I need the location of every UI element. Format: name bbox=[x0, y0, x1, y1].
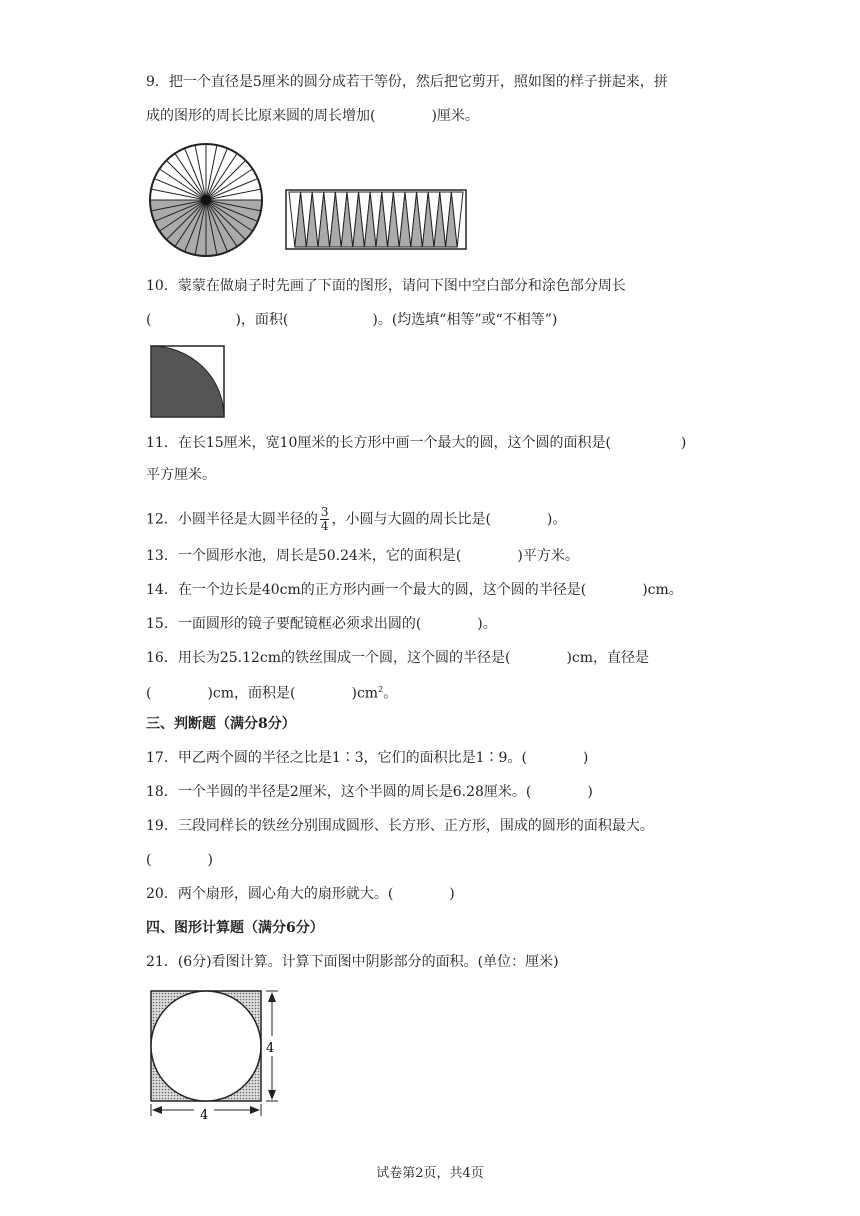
q18-line: 18．一个半圆的半径是2厘米，这个半圆的周长是6.28厘米。( ) bbox=[146, 784, 593, 800]
q11-line2: 平方厘米。 bbox=[146, 467, 216, 483]
q10-line1: 10．蒙蒙在做扇子时先画了下面的图形，请问下图中空白部分和涂色部分周长 bbox=[146, 278, 626, 294]
q20-line: 20．两个扇形，圆心角大的扇形就大。( ) bbox=[146, 886, 455, 902]
q16-text: ( )cm，面积是( )cm bbox=[146, 685, 379, 702]
q9-figure bbox=[146, 140, 476, 260]
q21-bottom-label: 4 bbox=[200, 1108, 209, 1123]
q9-line2: 成的图形的周长比原来圆的周长增加( )厘米。 bbox=[146, 108, 479, 124]
section-4-heading: 四、图形计算题（满分6分） bbox=[146, 920, 324, 936]
q12-text-post: ，小圆与大圆的周长比是( )。 bbox=[331, 511, 567, 528]
circle-sector-line bbox=[166, 160, 206, 200]
page-footer: 试卷第2页，共4页 bbox=[376, 1166, 484, 1181]
q21-side-label: 4 bbox=[266, 1041, 275, 1056]
section-3-heading: 三、判断题（满分8分） bbox=[146, 716, 296, 732]
q16-line2 bbox=[146, 680, 397, 704]
q21-line: 21．(6分)看图计算。计算下面图中阴影部分的面积。(单位：厘米) bbox=[146, 954, 559, 970]
q10-figure bbox=[150, 345, 226, 419]
circle-sector-line bbox=[206, 160, 246, 200]
q19-line1: 19．三段同样长的铁丝分别围成圆形、长方形、正方形，围成的圆形的面积最大。 bbox=[146, 818, 654, 834]
q21-figure bbox=[146, 986, 286, 1126]
q14-line: 14．在一个边长是40cm的正方形内画一个最大的圆，这个圆的半径是( )cm。 bbox=[146, 582, 683, 598]
q12-denominator: 4 bbox=[320, 519, 329, 533]
q13-line: 13．一个圆形水池，周长是50.24米，它的面积是( )平方米。 bbox=[146, 548, 579, 564]
q12-text-pre: 12．小圆半径是大圆半径的 bbox=[146, 511, 318, 528]
q19-line2: ( ) bbox=[146, 852, 213, 868]
q10-line2: ( )，面积( )。(均选填“相等”或“不相等”) bbox=[146, 312, 558, 328]
q12-line bbox=[146, 506, 566, 533]
q17-line: 17．甲乙两个圆的半径之比是1∶3，它们的面积比是1∶9。( ) bbox=[146, 750, 589, 766]
q15-line: 15．一面圆形的镜子要配镜框必须求出圆的( )。 bbox=[146, 616, 497, 632]
q11-line1: 11．在长15厘米，宽10厘米的长方形中画一个最大的圆，这个圆的面积是( ) bbox=[146, 435, 687, 451]
q16-superscript: 2 bbox=[378, 685, 384, 694]
q12-fraction bbox=[320, 506, 330, 533]
q16-end: 。 bbox=[383, 685, 398, 702]
q16-line1: 16．用长为25.12cm的铁丝围成一个圆，这个圆的半径是( )cm，直径是 bbox=[146, 650, 650, 666]
q9-line1: 9．把一个直径是5厘米的圆分成若干等份，然后把它剪开，照如图的样子拼起来，拼 bbox=[146, 74, 668, 90]
q12-numerator: 3 bbox=[320, 505, 329, 519]
